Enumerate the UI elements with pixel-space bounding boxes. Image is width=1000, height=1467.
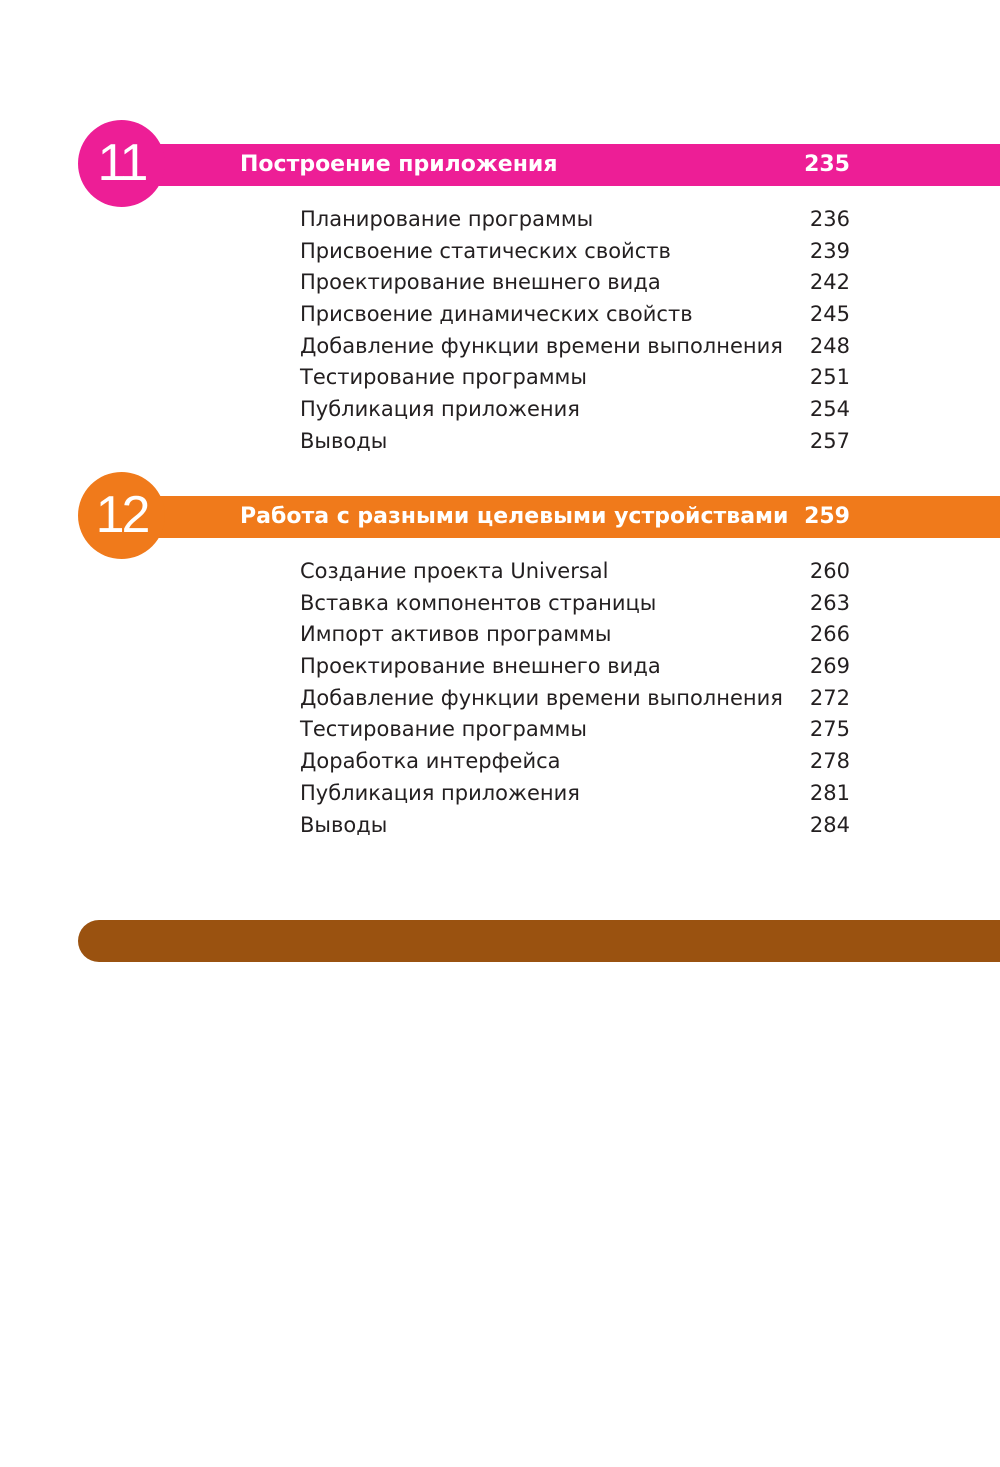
chapter-11-number-badge: 11 xyxy=(78,120,165,207)
toc-entry[interactable] xyxy=(300,426,850,458)
toc-entry-label: Публикация приложения xyxy=(300,397,580,422)
toc-entry-page: 254 xyxy=(809,397,850,422)
toc-entry-page: 266 xyxy=(809,622,850,647)
toc-entry-page: 269 xyxy=(809,654,850,679)
toc-entry[interactable] xyxy=(300,204,850,236)
toc-entry-label: Создание проекта Universal xyxy=(300,559,609,583)
toc-entry-label: Добавление функции времени выполнения xyxy=(300,333,783,358)
toc-entry-label: Вставка компонентов страницы xyxy=(300,590,657,615)
chapter-12-entries xyxy=(300,556,850,841)
chapter-11-entries xyxy=(300,204,850,458)
toc-entry-page: 242 xyxy=(809,270,850,295)
toc-entry[interactable] xyxy=(300,267,850,299)
toc-entry[interactable] xyxy=(300,394,850,426)
toc-entry-label: Планирование программы xyxy=(300,207,594,231)
toc-entry-page: 263 xyxy=(809,590,850,615)
toc-entry[interactable] xyxy=(300,236,850,268)
toc-entry-page: 239 xyxy=(809,238,850,263)
toc-entry-page: 257 xyxy=(809,428,850,453)
toc-entry[interactable] xyxy=(300,331,850,363)
toc-entry[interactable] xyxy=(300,714,850,746)
toc-entry-page: 245 xyxy=(809,302,850,327)
toc-entry[interactable] xyxy=(300,746,850,778)
toc-entry[interactable] xyxy=(300,619,850,651)
toc-entry-label: Доработка интерфейса xyxy=(300,749,561,774)
chapter-11-title[interactable]: Построение приложения xyxy=(240,152,558,177)
toc-entry-page: 278 xyxy=(809,749,850,774)
toc-entry[interactable] xyxy=(300,683,850,715)
toc-entry-page: 275 xyxy=(809,717,850,742)
toc-entry-page: 248 xyxy=(809,333,850,358)
toc-entry-label: Тестирование программы xyxy=(300,365,587,390)
toc-entry-label: Тестирование программы xyxy=(300,717,587,742)
toc-entry-page: 251 xyxy=(809,365,850,390)
toc-entry[interactable] xyxy=(300,810,850,842)
toc-entry-page: 281 xyxy=(809,780,850,805)
toc-entry[interactable] xyxy=(300,362,850,394)
chapter-12-title[interactable]: Работа с разными целевыми устройствами xyxy=(240,504,789,529)
toc-entry-label: Проектирование внешнего вида xyxy=(300,270,661,295)
toc-entry-label: Присвоение динамических свойств xyxy=(300,302,693,327)
toc-entry[interactable] xyxy=(300,299,850,331)
toc-entry-label: Проектирование внешнего вида xyxy=(300,654,661,679)
toc-entry-page: 260 xyxy=(809,559,850,583)
chapter-12-page-number: 259 xyxy=(804,504,850,529)
decorative-bottom-band xyxy=(78,920,1000,962)
chapter-12-number-badge: 12 xyxy=(78,472,165,559)
toc-entry-label: Присвоение статических свойств xyxy=(300,238,671,263)
toc-entry-page: 272 xyxy=(809,685,850,710)
toc-entry[interactable] xyxy=(300,778,850,810)
toc-entry-label: Выводы xyxy=(300,428,388,453)
toc-entry-label: Импорт активов программы xyxy=(300,622,612,647)
toc-entry[interactable] xyxy=(300,556,850,588)
toc-entry[interactable] xyxy=(300,588,850,620)
toc-entry-label: Добавление функции времени выполнения xyxy=(300,685,783,710)
toc-entry-label: Выводы xyxy=(300,812,388,837)
chapter-11-page-number: 235 xyxy=(804,152,850,177)
toc-entry-page: 236 xyxy=(809,207,850,231)
toc-entry-label: Публикация приложения xyxy=(300,780,580,805)
toc-entry-page: 284 xyxy=(809,812,850,837)
toc-entry[interactable] xyxy=(300,651,850,683)
